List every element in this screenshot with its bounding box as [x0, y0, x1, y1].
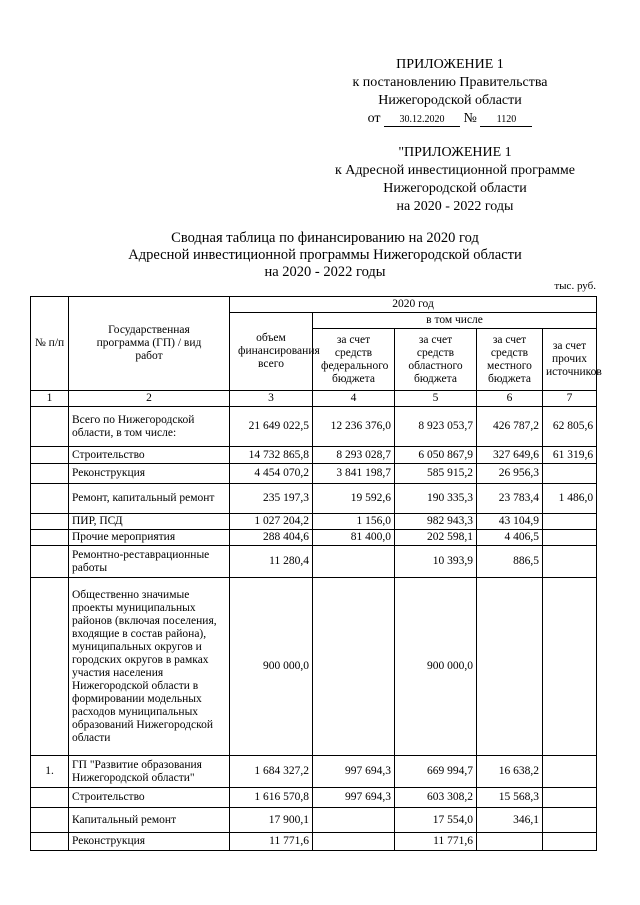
col-number-3: 3: [230, 391, 313, 407]
row-other: [543, 756, 597, 788]
row-name: Строительство: [69, 788, 230, 808]
from-label: от: [367, 111, 381, 126]
row-total: 1 616 570,8: [230, 788, 313, 808]
header-program: Государственная программа (ГП) / вид работ: [69, 297, 230, 391]
table-row: [31, 546, 597, 578]
table-row: [31, 464, 597, 484]
row-regional: 190 335,3: [395, 484, 477, 514]
table-row: [31, 530, 597, 546]
row-num: [31, 464, 69, 484]
row-total: 1 684 327,2: [230, 756, 313, 788]
row-other: [543, 514, 597, 530]
col-number-4: 4: [313, 391, 395, 407]
row-other: 61 319,6: [543, 447, 597, 464]
row-other: [543, 530, 597, 546]
row-federal: 81 400,0: [313, 530, 395, 546]
header-other: за счет прочих источников: [543, 329, 597, 391]
row-local: 16 638,2: [477, 756, 543, 788]
table-row: [31, 833, 597, 851]
row-local: 327 649,6: [477, 447, 543, 464]
row-local: 43 104,9: [477, 514, 543, 530]
row-name: Строительство: [69, 447, 230, 464]
row-name: Всего по Нижегородской области, в том числе:: [69, 407, 230, 447]
row-other: [543, 546, 597, 578]
table-row: [31, 788, 597, 808]
row-name: ГП "Развитие образования Нижегородской области": [69, 756, 230, 788]
row-local: 23 783,4: [477, 484, 543, 514]
row-name: Капитальный ремонт: [69, 808, 230, 833]
table-row: [31, 514, 597, 530]
row-regional: 6 050 867,9: [395, 447, 477, 464]
col-number-6: 6: [477, 391, 543, 407]
title-line2: Адресной инвестиционной программы Нижегородской области: [128, 247, 522, 263]
row-other: [543, 833, 597, 851]
row-total: 11 771,6: [230, 833, 313, 851]
row-total: 11 280,4: [230, 546, 313, 578]
row-local: 886,5: [477, 546, 543, 578]
table-row: [31, 756, 597, 788]
row-regional: 202 598,1: [395, 530, 477, 546]
row-num: [31, 484, 69, 514]
program-appendix-header: [320, 144, 590, 216]
appendix-title: ПРИЛОЖЕНИЕ 1: [396, 57, 504, 72]
header-federal: за счет средств федерального бюджета: [313, 329, 395, 391]
program-appendix-line2: к Адресной инвестиционной программе: [334, 163, 576, 178]
decree-ref: [330, 110, 570, 128]
financing-table: [30, 296, 602, 851]
row-num: [31, 808, 69, 833]
row-num: [31, 546, 69, 578]
row-num: 1.: [31, 756, 69, 788]
row-total: 21 649 022,5: [230, 407, 313, 447]
number-label: №: [463, 111, 477, 126]
units-label: тыс. руб.: [554, 280, 596, 292]
row-num: [31, 407, 69, 447]
row-other: [543, 788, 597, 808]
row-name: Реконструкция: [69, 833, 230, 851]
row-federal: 997 694,3: [313, 756, 395, 788]
row-local: [477, 833, 543, 851]
header-regional: за счет средств областного бюджета: [395, 329, 477, 391]
row-federal: 997 694,3: [313, 788, 395, 808]
table-row: [31, 578, 597, 756]
row-regional: 17 554,0: [395, 808, 477, 833]
appendix-line2: к постановлению Правительства: [352, 75, 548, 90]
row-total: 4 454 070,2: [230, 464, 313, 484]
row-regional: 982 943,3: [395, 514, 477, 530]
program-appendix-title: "ПРИЛОЖЕНИЕ 1: [398, 145, 512, 160]
row-total: 17 900,1: [230, 808, 313, 833]
row-federal: 1 156,0: [313, 514, 395, 530]
row-federal: 8 293 028,7: [313, 447, 395, 464]
row-total: 235 197,3: [230, 484, 313, 514]
row-name: ПИР, ПСД: [69, 514, 230, 530]
row-num: [31, 788, 69, 808]
row-local: 26 956,3: [477, 464, 543, 484]
header-local: за счет средств местного бюджета: [477, 329, 543, 391]
row-local: 346,1: [477, 808, 543, 833]
header-including: в том числе: [313, 313, 597, 329]
row-num: [31, 447, 69, 464]
row-num: [31, 514, 69, 530]
row-regional: 669 994,7: [395, 756, 477, 788]
row-other: [543, 808, 597, 833]
header-year: 2020 год: [230, 297, 597, 313]
row-total: 900 000,0: [230, 578, 313, 756]
row-other: [543, 578, 597, 756]
table-row: [31, 484, 597, 514]
row-federal: [313, 833, 395, 851]
row-total: 1 027 204,2: [230, 514, 313, 530]
col-number-1: 1: [31, 391, 69, 407]
document-title: [100, 230, 550, 281]
header-total: объем финансирования всего: [230, 313, 313, 391]
row-federal: [313, 808, 395, 833]
appendix-line3: Нижегородской области: [378, 93, 522, 108]
decree-date: 30.12.2020: [384, 114, 460, 127]
row-federal: [313, 546, 395, 578]
title-line1: Сводная таблица по финансированию на 2020 год: [171, 230, 479, 246]
row-regional: 585 915,2: [395, 464, 477, 484]
row-name: Общественно значимые проекты муниципальных районов (включая поселения, входящие в состав района), муниципальных округов и городских округов в рамках участия населения Нижегородской области в формировании модельных расходов муниципальных образований Нижегородской области: [69, 578, 230, 756]
row-name: Ремонтно-реставрационные работы: [69, 546, 230, 578]
decree-number: 1120: [480, 114, 532, 127]
header-num: № п/п: [31, 297, 69, 391]
col-number-2: 2: [69, 391, 230, 407]
row-federal: 3 841 198,7: [313, 464, 395, 484]
row-num: [31, 833, 69, 851]
row-regional: 11 771,6: [395, 833, 477, 851]
col-number-5: 5: [395, 391, 477, 407]
row-federal: 19 592,6: [313, 484, 395, 514]
program-appendix-line4: на 2020 - 2022 годы: [396, 199, 514, 214]
table-row: [31, 808, 597, 833]
row-other: 62 805,6: [543, 407, 597, 447]
row-federal: [313, 578, 395, 756]
col-number-7: 7: [543, 391, 597, 407]
appendix-header: [330, 56, 570, 128]
row-regional: 900 000,0: [395, 578, 477, 756]
row-regional: 10 393,9: [395, 546, 477, 578]
title-line3: на 2020 - 2022 годы: [264, 264, 386, 280]
row-local: [477, 578, 543, 756]
row-local: 15 568,3: [477, 788, 543, 808]
row-regional: 603 308,2: [395, 788, 477, 808]
row-other: [543, 464, 597, 484]
row-local: 4 406,5: [477, 530, 543, 546]
row-num: [31, 578, 69, 756]
row-federal: 12 236 376,0: [313, 407, 395, 447]
table-row: [31, 447, 597, 464]
row-num: [31, 530, 69, 546]
row-local: 426 787,2: [477, 407, 543, 447]
row-total: 14 732 865,8: [230, 447, 313, 464]
table-row: [31, 407, 597, 447]
program-appendix-line3: Нижегородской области: [383, 181, 527, 196]
row-regional: 8 923 053,7: [395, 407, 477, 447]
row-total: 288 404,6: [230, 530, 313, 546]
row-name: Ремонт, капитальный ремонт: [69, 484, 230, 514]
row-name: Реконструкция: [69, 464, 230, 484]
row-other: 1 486,0: [543, 484, 597, 514]
row-name: Прочие мероприятия: [69, 530, 230, 546]
